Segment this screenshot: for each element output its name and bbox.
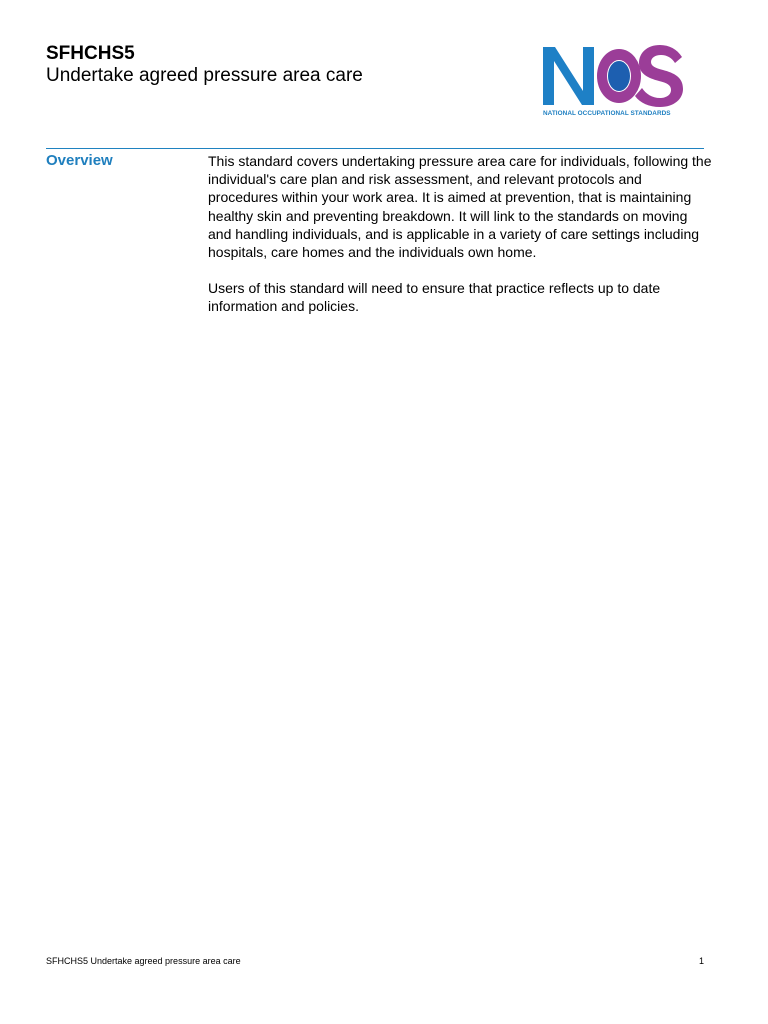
logo-caption: NATIONAL OCCUPATIONAL STANDARDS (543, 110, 671, 117)
overview-paragraph-1: This standard covers undertaking pressure area care for individuals, following the individual's care plan and risk assessment, and relevant protocols and procedures within your work area. It is aimed at prevention, that is maintaining healthy skin and preventing breakdown. It will link to the standards on moving and handling individuals, and is applicable in a variety of care settings including hospitals, care homes and the individuals own home. (208, 153, 712, 261)
document-title: Undertake agreed pressure area care (46, 65, 363, 86)
nos-logo-mark (541, 43, 689, 109)
document-code: SFHCHS5 (46, 43, 135, 64)
overview-body (208, 152, 713, 334)
page-number: 1 (698, 956, 704, 966)
overview-paragraph-2: Users of this standard will need to ensure that practice reflects up to date information and policies. (208, 280, 661, 315)
overview-heading: Overview (46, 152, 113, 169)
nos-logo (541, 43, 689, 119)
section-divider (46, 148, 704, 149)
footer-title: SFHCHS5 Undertake agreed pressure area care (46, 956, 241, 966)
